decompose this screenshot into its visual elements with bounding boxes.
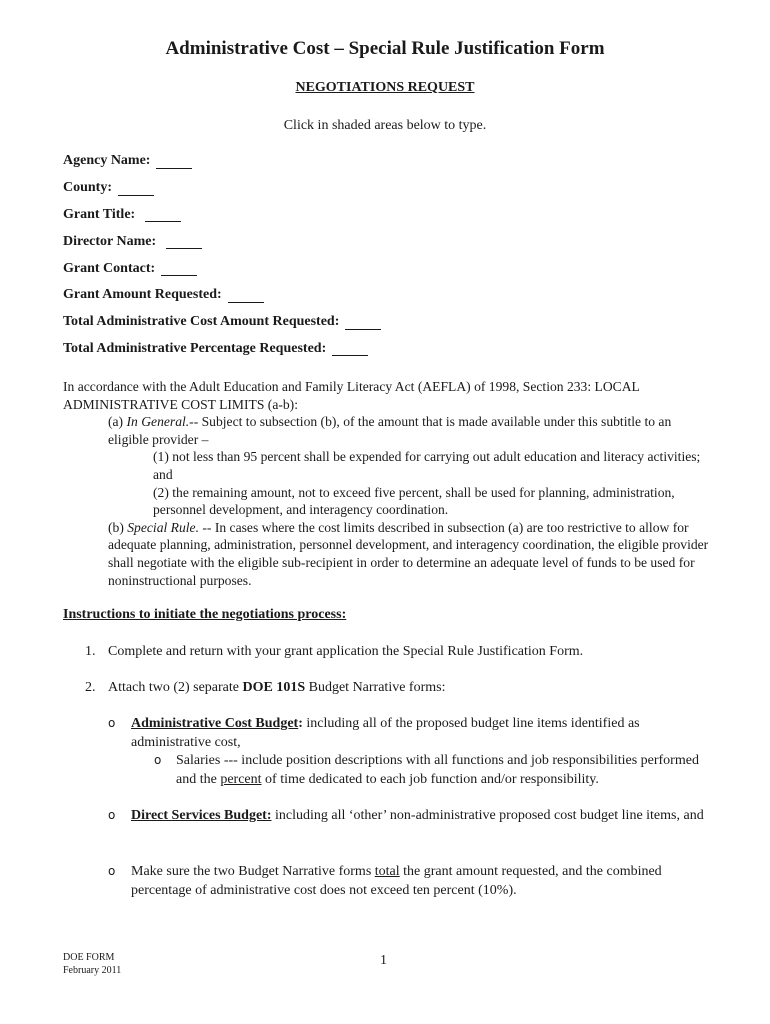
director-name-input[interactable] <box>166 234 202 249</box>
subsection-a2: (2) the remaining amount, not to exceed five percent, shall be used for planning, administration, personnel development, and interagency coordination. <box>153 484 675 518</box>
agency-name-input[interactable] <box>156 154 192 169</box>
bullet-term: Direct Services Budget: <box>131 808 272 823</box>
subbullet-salaries <box>154 751 714 789</box>
subsection-b-term: Special Rule. <box>127 519 199 535</box>
footer-form-name: DOE FORM <box>63 952 115 963</box>
subsection-a-term: In General. <box>126 414 190 430</box>
grant-contact-input[interactable] <box>161 261 197 276</box>
instructions-heading: Instructions to initiate the negotiations process: <box>63 607 347 622</box>
field-label: Agency Name: <box>63 153 151 169</box>
field-agency-name <box>63 148 703 175</box>
field-label: Director Name: <box>63 233 157 249</box>
step-2 <box>85 680 725 696</box>
grant-title-input[interactable] <box>145 207 181 222</box>
instruction-note: Click in shaded areas below to type. <box>283 118 487 133</box>
subsection-b-text: -- In cases where the cost limits described in subsection (a) are too restrictive to allow for adequate planning, administration, personnel development, and interagency coordination, the eligible provider shall negotiate with the eligible sub-recipient in order to determine an adequate level of funds to be used for noninstructional purposes. <box>108 519 709 588</box>
field-label: Grant Amount Requested: <box>63 287 222 303</box>
bullet-text <box>131 806 704 825</box>
county-input[interactable] <box>118 181 154 196</box>
step-2-text-c: Budget Narrative forms: <box>305 680 446 695</box>
field-label: County: <box>63 180 113 196</box>
bullet-body-b: the grant amount requested, and the combined percentage of administrative cost does not exceed ten percent (10%). <box>131 864 662 898</box>
field-label: Grant Contact: <box>63 260 156 276</box>
subsection-b-prefix: (b) <box>108 519 128 535</box>
field-director-name <box>63 228 703 255</box>
bullet-body: including all of the proposed budget line items identified as administrative cost, <box>131 716 640 750</box>
bullet-direct-services-budget <box>108 806 708 825</box>
field-grant-title <box>63 202 703 229</box>
step-text <box>108 680 445 696</box>
form-fields <box>63 148 703 362</box>
bullet-text <box>131 862 708 900</box>
law-excerpt <box>63 378 713 589</box>
bullet-term: Administrative Cost Budget <box>131 716 299 731</box>
field-label: Total Administrative Cost Amount Requested: <box>63 314 340 330</box>
step-text: Complete and return with your grant application the Special Rule Justification Form. <box>108 644 584 659</box>
subsection-a-text: -- Subject to subsection (b), of the amount that is made available under this subtitle to an eligible provider – <box>108 414 672 447</box>
bullet-marker: o <box>154 753 162 767</box>
subsection-a1: (1) not less than 95 percent shall be expended for carrying out adult education and literacy activities; and <box>153 449 701 482</box>
subbullet-body-b: of time dedicated to each job function and/or responsibility. <box>261 772 599 787</box>
bullet-admin-cost-budget <box>108 714 708 752</box>
field-county <box>63 175 703 202</box>
page-number: 1 <box>380 953 387 968</box>
subbullet-emphasis: percent <box>220 772 262 787</box>
field-admin-cost-amount <box>63 309 703 336</box>
law-intro: In accordance with the Adult Education and Family Literacy Act (AEFLA) of 1998, Section 233: LOCAL ADMINISTRATIVE COST LIMITS (a-b): <box>63 379 640 412</box>
subbullet-body-a: Salaries --- include position descriptions with all functions and job responsibilities performed and the <box>176 753 699 787</box>
grant-amount-input[interactable] <box>228 288 264 303</box>
subsection-a <box>63 413 713 448</box>
step-number: 2. <box>85 680 96 695</box>
bullet-marker: o <box>108 864 116 878</box>
bullet-text <box>176 751 714 789</box>
form-code: DOE 101S <box>242 680 306 695</box>
field-admin-percentage <box>63 336 703 363</box>
step-1 <box>85 644 725 660</box>
footer-date: February 2011 <box>63 965 122 976</box>
bullet-total-check <box>108 862 708 900</box>
footer-form-info <box>63 951 121 977</box>
admin-percentage-input[interactable] <box>332 341 368 356</box>
bullet-marker: o <box>108 808 116 822</box>
subsection-b <box>63 519 713 589</box>
step-2-text-a: Attach two (2) separate <box>108 680 243 695</box>
field-label: Grant Title: <box>63 206 136 222</box>
bullet-body-a: Make sure the two Budget Narrative forms <box>131 864 375 879</box>
step-number: 1. <box>85 644 96 659</box>
page-title: Administrative Cost – Special Rule Justification Form <box>165 38 605 59</box>
bullet-body: including all ‘other’ non-administrative proposed cost budget line items, and <box>271 808 704 823</box>
bullet-text <box>131 714 708 752</box>
form-subtitle: NEGOTIATIONS REQUEST <box>295 80 475 95</box>
bullet-marker: o <box>108 716 116 730</box>
bullet-colon: : <box>298 716 303 731</box>
field-grant-contact <box>63 255 703 282</box>
field-grant-amount <box>63 282 703 309</box>
bullet-emphasis: total <box>374 864 400 879</box>
admin-cost-amount-input[interactable] <box>345 315 381 330</box>
field-label: Total Administrative Percentage Requested: <box>63 340 327 356</box>
subsection-a-prefix: (a) <box>108 414 127 430</box>
